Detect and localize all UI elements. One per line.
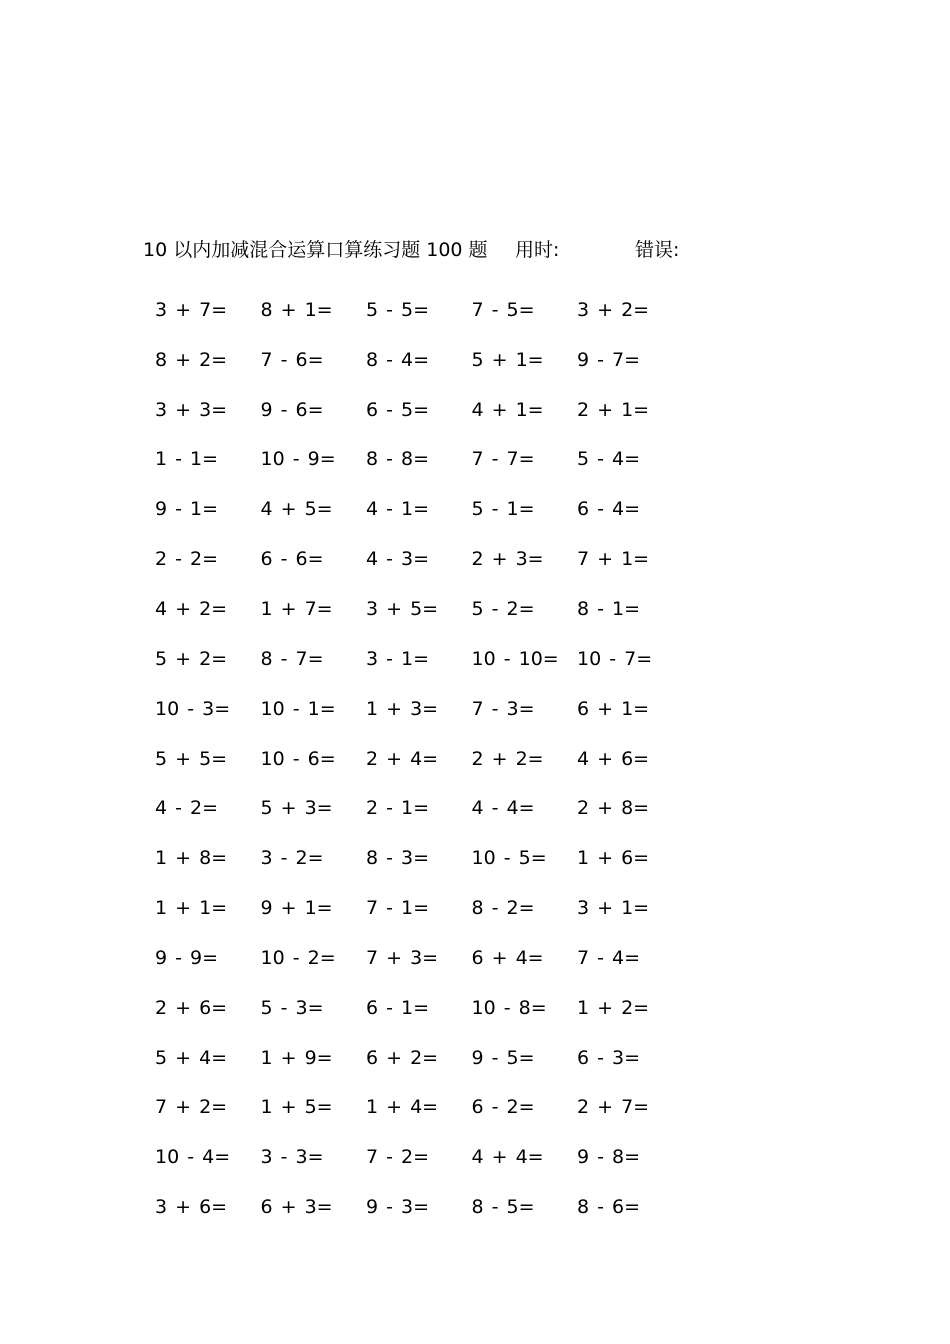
arithmetic-problem: 6 + 4= [471, 946, 544, 969]
arithmetic-problem: 4 - 2= [155, 797, 219, 820]
arithmetic-problem: 9 - 9= [155, 946, 219, 969]
arithmetic-problem: 5 + 5= [155, 747, 228, 770]
arithmetic-problem: 3 + 5= [366, 597, 439, 620]
problem-row [147, 1083, 675, 1133]
arithmetic-problem: 10 - 4= [155, 1146, 231, 1169]
problem-row [147, 584, 675, 634]
problem-row [147, 634, 675, 684]
problem-row [147, 435, 675, 485]
arithmetic-problem: 7 + 3= [366, 946, 439, 969]
problem-row [147, 385, 675, 435]
problem-row [147, 684, 675, 734]
arithmetic-problem: 5 + 3= [260, 797, 333, 820]
arithmetic-problem: 3 + 7= [155, 298, 228, 321]
arithmetic-problem: 9 - 5= [471, 1046, 535, 1069]
problem-row [147, 983, 675, 1033]
arithmetic-problem: 10 - 10= [471, 647, 559, 670]
arithmetic-problem: 8 - 3= [366, 847, 430, 870]
arithmetic-problem: 10 - 3= [155, 697, 231, 720]
arithmetic-problem: 8 - 8= [366, 448, 430, 471]
arithmetic-problem: 6 + 1= [577, 697, 650, 720]
arithmetic-problem: 1 + 6= [577, 847, 650, 870]
arithmetic-problem: 9 - 3= [366, 1196, 430, 1219]
arithmetic-problem: 1 + 5= [260, 1096, 333, 1119]
arithmetic-problem: 10 - 7= [577, 647, 653, 670]
arithmetic-problem: 7 + 1= [577, 548, 650, 571]
time-used-label: 用时: [515, 239, 560, 261]
arithmetic-problem: 6 - 3= [577, 1046, 641, 1069]
arithmetic-problem: 6 - 2= [471, 1096, 535, 1119]
arithmetic-problem: 2 + 1= [577, 398, 650, 421]
problem-row [147, 335, 675, 385]
problem-row [147, 1132, 675, 1182]
arithmetic-problem: 10 - 1= [260, 697, 336, 720]
problem-row [147, 933, 675, 983]
arithmetic-problem: 8 - 1= [577, 597, 641, 620]
problem-row [147, 1033, 675, 1083]
arithmetic-problem: 1 + 2= [577, 996, 650, 1019]
arithmetic-problem: 10 - 8= [471, 996, 547, 1019]
problem-row [147, 1182, 675, 1232]
arithmetic-problem: 6 - 5= [366, 398, 430, 421]
arithmetic-problem: 7 - 7= [471, 448, 535, 471]
arithmetic-problem: 9 - 7= [577, 348, 641, 371]
arithmetic-problem: 8 - 4= [366, 348, 430, 371]
arithmetic-problem: 2 + 7= [577, 1096, 650, 1119]
arithmetic-problem: 3 + 3= [155, 398, 228, 421]
arithmetic-problem: 1 + 4= [366, 1096, 439, 1119]
arithmetic-problem: 8 - 6= [577, 1196, 641, 1219]
problem-grid [147, 285, 675, 1232]
arithmetic-problem: 4 + 2= [155, 597, 228, 620]
arithmetic-problem: 6 + 3= [260, 1196, 333, 1219]
error-count-label: 错误: [635, 239, 680, 261]
problem-row [147, 484, 675, 534]
arithmetic-problem: 2 + 2= [471, 747, 544, 770]
problem-row [147, 734, 675, 784]
arithmetic-problem: 2 + 6= [155, 996, 228, 1019]
arithmetic-problem: 8 - 5= [471, 1196, 535, 1219]
arithmetic-problem: 2 - 1= [366, 797, 430, 820]
arithmetic-problem: 4 + 6= [577, 747, 650, 770]
arithmetic-problem: 7 - 5= [471, 298, 535, 321]
arithmetic-problem: 5 - 3= [260, 996, 324, 1019]
arithmetic-problem: 4 - 4= [471, 797, 535, 820]
arithmetic-problem: 10 - 6= [260, 747, 336, 770]
arithmetic-problem: 2 + 8= [577, 797, 650, 820]
arithmetic-problem: 1 - 1= [155, 448, 219, 471]
arithmetic-problem: 9 + 1= [260, 897, 333, 920]
arithmetic-problem: 2 - 2= [155, 548, 219, 571]
arithmetic-problem: 8 - 7= [260, 647, 324, 670]
arithmetic-problem: 10 - 5= [471, 847, 547, 870]
arithmetic-problem: 4 - 1= [366, 498, 430, 521]
arithmetic-problem: 6 + 2= [366, 1046, 439, 1069]
arithmetic-problem: 4 - 3= [366, 548, 430, 571]
problem-row [147, 833, 675, 883]
arithmetic-problem: 1 + 8= [155, 847, 228, 870]
arithmetic-problem: 7 - 1= [366, 897, 430, 920]
problem-row [147, 285, 675, 335]
arithmetic-problem: 3 - 3= [260, 1146, 324, 1169]
arithmetic-problem: 9 - 8= [577, 1146, 641, 1169]
arithmetic-problem: 6 - 4= [577, 498, 641, 521]
arithmetic-problem: 5 - 5= [366, 298, 430, 321]
arithmetic-problem: 6 - 6= [260, 548, 324, 571]
arithmetic-problem: 10 - 9= [260, 448, 336, 471]
arithmetic-problem: 6 - 1= [366, 996, 430, 1019]
arithmetic-problem: 8 + 2= [155, 348, 228, 371]
arithmetic-problem: 7 + 2= [155, 1096, 228, 1119]
problem-row [147, 783, 675, 833]
arithmetic-problem: 5 + 4= [155, 1046, 228, 1069]
arithmetic-problem: 5 - 2= [471, 597, 535, 620]
arithmetic-problem: 8 + 1= [260, 298, 333, 321]
arithmetic-problem: 9 - 1= [155, 498, 219, 521]
arithmetic-problem: 1 + 9= [260, 1046, 333, 1069]
arithmetic-problem: 7 - 2= [366, 1146, 430, 1169]
problem-row [147, 883, 675, 933]
arithmetic-problem: 7 - 6= [260, 348, 324, 371]
arithmetic-problem: 2 + 4= [366, 747, 439, 770]
arithmetic-problem: 3 + 1= [577, 897, 650, 920]
arithmetic-problem: 4 + 5= [260, 498, 333, 521]
worksheet-title: 10 以内加减混合运算口算练习题 100 题 [143, 239, 488, 261]
arithmetic-problem: 3 - 1= [366, 647, 430, 670]
arithmetic-problem: 7 - 4= [577, 946, 641, 969]
arithmetic-problem: 1 + 7= [260, 597, 333, 620]
problem-row [147, 534, 675, 584]
arithmetic-problem: 8 - 2= [471, 897, 535, 920]
arithmetic-problem: 5 + 2= [155, 647, 228, 670]
arithmetic-problem: 5 - 4= [577, 448, 641, 471]
arithmetic-problem: 4 + 1= [471, 398, 544, 421]
arithmetic-problem: 4 + 4= [471, 1146, 544, 1169]
arithmetic-problem: 3 + 2= [577, 298, 650, 321]
arithmetic-problem: 9 - 6= [260, 398, 324, 421]
arithmetic-problem: 1 + 3= [366, 697, 439, 720]
arithmetic-problem: 10 - 2= [260, 946, 336, 969]
arithmetic-problem: 3 + 6= [155, 1196, 228, 1219]
arithmetic-problem: 5 - 1= [471, 498, 535, 521]
worksheet-header [143, 236, 679, 264]
arithmetic-problem: 3 - 2= [260, 847, 324, 870]
arithmetic-problem: 7 - 3= [471, 697, 535, 720]
arithmetic-problem: 5 + 1= [471, 348, 544, 371]
arithmetic-problem: 2 + 3= [471, 548, 544, 571]
arithmetic-problem: 1 + 1= [155, 897, 228, 920]
